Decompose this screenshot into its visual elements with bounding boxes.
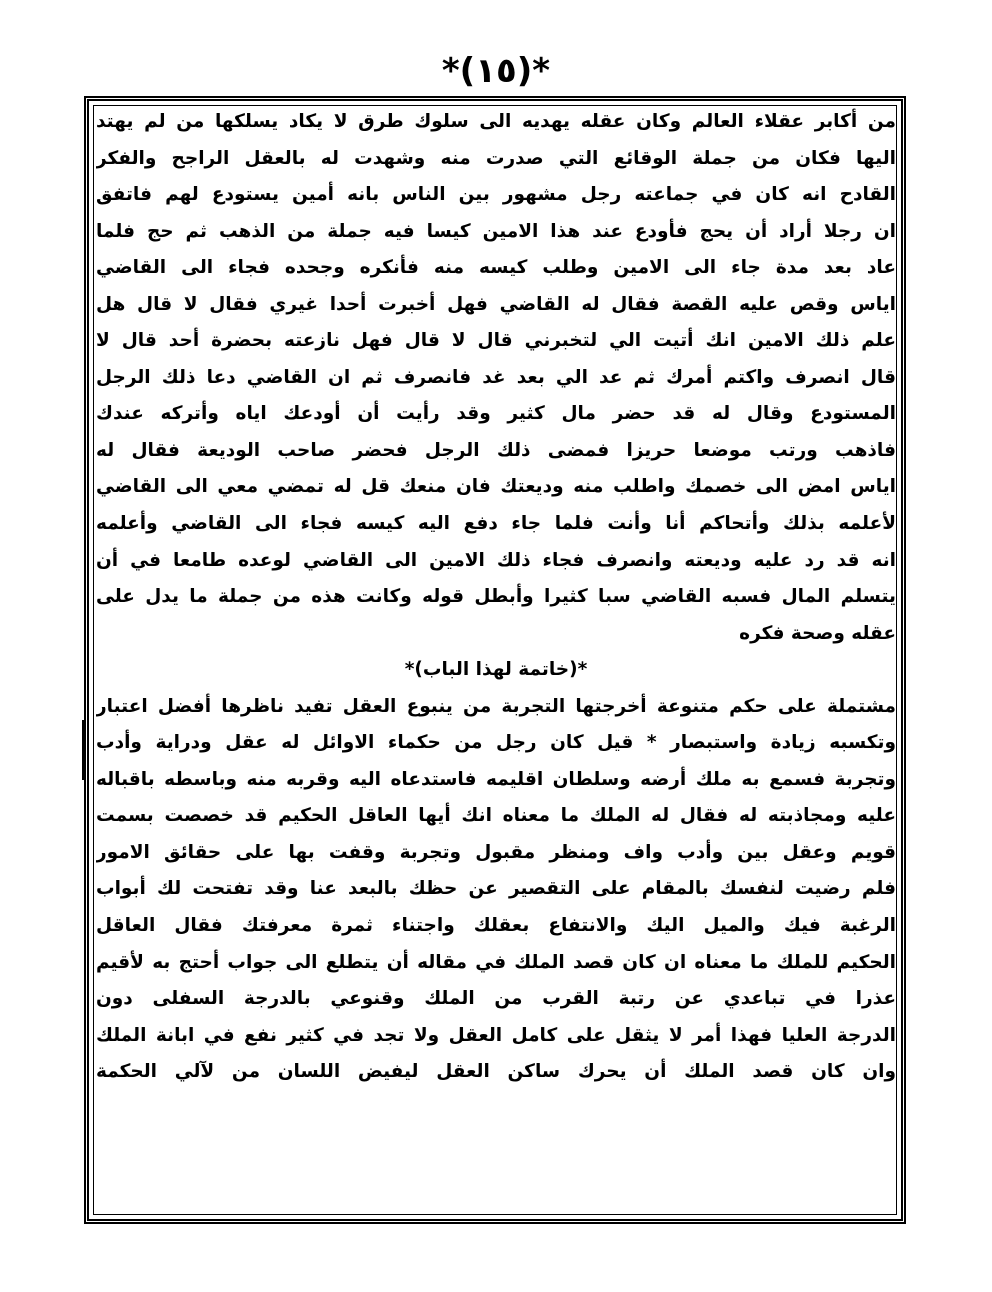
text-line: عاد بعد مدة جاء الى الامين وطلب كيسه منه فأنكره وجحده فجاء الى القاضي: [96, 257, 896, 279]
section-heading: *(خاتمة لهذا الباب)*: [404, 659, 588, 681]
text-line: اياس امض الى خصمك واطلب منه وديعتك فان منعك قل له تمضي معي الى القاضي: [96, 476, 896, 498]
text-line: الدرجة العليا فهذا أمر لا يثقل على كامل العقل ولا تجد في كثير نفع في ابانة الملك: [96, 1024, 896, 1046]
text-line: عقله وصحة فكره: [739, 622, 896, 644]
text-line: من أكابر عقلاء العالم وكان عقله يهديه الى سلوك طرق لا يكاد يسلكها من لم يهتد: [96, 111, 896, 132]
text-line: فلم رضيت لنفسك بالمقام على التقصير عن حظك بالبعد عنا وقد تفتحت لك أبواب: [96, 878, 896, 900]
text-line: ان رجلا أراد أن يحج فأودع عند هذا الامين كيسا فيه جملة من الذهب ثم حج فلما: [96, 220, 896, 242]
text-line: انه قد رد عليه وديعته وانصرف فجاء ذلك الامين الى القاضي لوعده طامعا في أن: [96, 549, 896, 571]
text-line: وتكسبه زيادة واستبصار * قيل كان رجل من حكماء الاوائل له عقل ودراية وأدب: [96, 732, 896, 754]
text-line: وتجربة فسمع به ملك أرضه وسلطان اقليمه فاستدعاه اليه وقربه منه وباسطه باقباله: [96, 768, 896, 790]
text-line: عليه ومجاذبته له فقال له الملك ما معناه انك أيها العاقل الحكيم قد خصصت بسمت: [96, 805, 896, 827]
text-line: قويم وعقل بين وأدب واف ومنظر مقبول وتجربة وقفت بها على حقائق الامور: [96, 841, 896, 863]
text-line: المستودع وقال له قد حضر مال كثير وقد رأيت أن أودعك اياه وأتركه عندك: [96, 403, 896, 425]
stray-mark-right: [904, 440, 906, 530]
text-block: [96, 104, 896, 1091]
text-line: فاذهب ورتب موضعا حريزا فمضى ذلك الرجل فحضر صاحب الوديعة فقال له: [96, 439, 896, 461]
conclusion-section: [96, 689, 896, 1091]
text-line: القادح انه كان في جماعته رجل مشهور بين الناس بانه أمين يستودع لهم فاتفق: [96, 184, 896, 206]
text-line: وان كان قصد الملك أن يحرك ساكن العقل ليفيض اللسان من لآلي الحكمة: [96, 1061, 896, 1083]
text-line: لأعلمه بذلك وأتحاكم أنا وأنت فلما جاء دفع اليه كيسه فجاء الى القاضي وأعلمه: [96, 513, 896, 535]
story-section: [96, 104, 896, 652]
text-line: الحكيم للملك ما معناه ان كان قصد الملك في مقاله أن يتطلع الى جواب أحتج به لأقيم: [96, 951, 896, 973]
page-number: *(١٥)*: [441, 51, 551, 91]
text-line: مشتملة على حكم متنوعة أخرجتها التجربة من ينبوع العقل تفيد ناظرها أفضل اعتبار: [96, 695, 896, 717]
text-line: يتسلم المال فسبه القاضي سبا كثيرا وأبطل قوله وكانت هذه من جملة ما يدل على: [96, 586, 896, 608]
text-line: اليها فكان من جملة الوقائع التي صدرت منه وشهدت له بالعقل الراجح والفكر: [96, 147, 896, 169]
text-line: علم ذلك الامين انك أتيت الي لتخبرني قال لا قال فهل نازعته بحضرة أحد قال لا: [96, 330, 896, 352]
text-line: اياس وقص عليه القصة فقال له القاضي فهل أخبرت أحدا غيري فقال لا قال هل: [96, 293, 896, 315]
stray-mark-left: [82, 720, 84, 780]
text-line: عذرا في تباعدي عن رتبة القرب من الملك وقنوعي بالدرجة السفلى دون: [96, 988, 896, 1010]
text-line: قال انصرف واكتم أمرك ثم عد الي بعد غد فانصرف ثم ان القاضي دعا ذلك الرجل: [96, 366, 896, 388]
text-line: الرغبة فيك والميل اليك والانتفاع بعقلك واجتناء ثمرة معرفتك فقال العاقل: [96, 915, 896, 937]
